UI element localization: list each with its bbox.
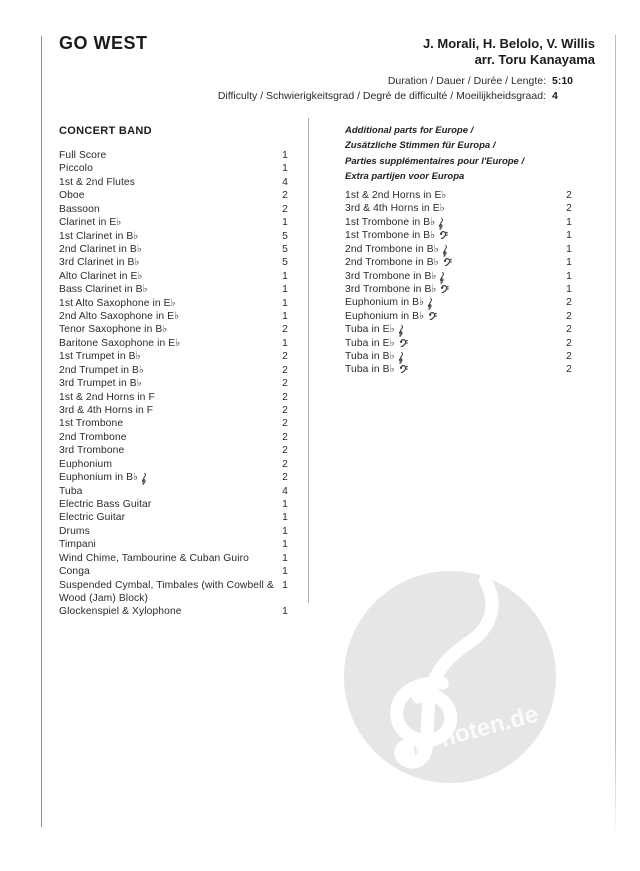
instrument-label: 1st Trombone in B♭ [345,230,436,242]
instrument-row [345,296,572,309]
quantity-value: 1 [282,606,288,618]
bass-clef-icon [399,339,408,347]
instrument-label: 2nd Trombone in B♭ [345,243,439,255]
quantity-value: 1 [282,337,288,349]
instrument-label: Euphonium in B♭ [345,297,425,309]
treble-clef-icon [142,473,147,485]
quantity-value: 2 [282,364,288,376]
instrument-row [59,216,288,229]
instrument-row [59,431,288,444]
instrument-label: 3rd Clarinet in B♭ [59,257,140,269]
quantity-value: 2 [566,337,572,349]
instrument-label: Timpani [59,539,96,551]
quantity-value: 1 [282,270,288,282]
instrument-label: Tenor Saxophone in B♭ [59,324,168,336]
quantity-value: 2 [282,391,288,403]
instrument-label: 1st & 2nd Flutes [59,176,136,188]
instrument-row [345,350,572,363]
instrument-row [59,485,288,498]
arranger: arr. Toru Kanayama [474,51,595,67]
instrument-row [59,391,288,404]
instrument-row [59,417,288,430]
instrument-row [345,189,572,202]
instrument-label: 1st Trumpet in B♭ [59,351,141,363]
duration-value: 5:10 [552,75,574,87]
quantity-value: 1 [282,552,288,564]
instrument-label: Tuba in E♭ [345,324,395,336]
instrument-row [59,377,288,390]
instrument-row [345,337,572,350]
watermark-text: alle-noten.de [391,700,542,765]
europe-heading [345,123,524,184]
instrument-label: Tuba in B♭ [345,351,395,363]
instrument-label: Conga [59,566,90,578]
instrument-label: Glockenspiel & Xylophone [59,606,182,618]
quantity-value: 2 [282,445,288,457]
europe-heading-line: Extra partijen voor Europa [345,170,465,182]
instrument-label: Electric Bass Guitar [59,498,152,510]
quantity-value: 1 [566,216,572,228]
quantity-value: 1 [566,270,572,282]
europe-parts-list [345,189,572,377]
instrument-row [59,579,288,606]
instrument-row [59,605,288,618]
quantity-value: 1 [282,150,288,161]
page-title: GO WEST [59,33,148,53]
instrument-label: Euphonium [59,458,112,470]
quantity-value: 1 [566,230,572,242]
instrument-label: 3rd Trombone [59,445,125,457]
publisher-watermark [338,565,564,791]
instrument-label: Wind Chime, Tambourine & Cuban Guiro [59,552,249,564]
quantity-value: 5 [282,243,288,255]
instrument-row [345,256,572,269]
instrument-label: Euphonium in B♭ [59,472,139,484]
instrument-row [59,337,288,350]
instrument-row [345,202,572,215]
instrument-row [59,444,288,457]
instrument-label: 3rd Trombone in B♭ [345,270,437,282]
instrument-label: Alto Clarinet in E♭ [59,270,143,282]
duration-label: Duration / Dauer / Durée / Lengte: [387,75,546,87]
instrument-row [59,552,288,565]
instrument-label: 1st Trombone in B♭ [345,216,436,228]
concert-band-heading: CONCERT BAND [59,125,152,137]
instrument-label: 1st & 2nd Horns in E♭ [345,190,447,201]
quantity-value: 2 [282,324,288,336]
bass-clef-icon [428,312,437,320]
quantity-value: 2 [282,431,288,443]
instrument-label: 3rd Trombone in B♭ [345,283,437,295]
instrument-row [59,283,288,296]
instrument-row [59,350,288,363]
instrument-label: 1st Alto Saxophone in E♭ [59,297,176,309]
treble-clef-icon [443,245,448,257]
composers: J. Morali, H. Belolo, V. Willis [422,36,595,51]
instrument-row [345,270,572,283]
instrument-label: 1st Clarinet in B♭ [59,230,139,242]
instrument-label: Tuba in E♭ [345,337,395,349]
instrument-row [345,323,572,336]
treble-clef-icon [440,272,445,284]
quantity-value: 2 [282,190,288,202]
quantity-value: 1 [566,257,572,269]
quantity-value: 2 [566,190,572,201]
quantity-value: 2 [282,203,288,215]
europe-heading-line: Parties supplémentaires pour l'Europe / [345,155,525,167]
instrument-row [59,149,288,162]
instrument-row [59,297,288,310]
treble-clef-icon [399,352,404,364]
instrument-label: Piccolo [59,163,93,175]
instrument-label: Drums [59,525,90,537]
instrument-row [59,203,288,216]
instrument-row [59,525,288,538]
instrument-label: 1st & 2nd Horns in F [59,391,155,403]
instrument-label: 3rd & 4th Horns in E♭ [345,203,445,215]
watermark-circle [344,571,556,783]
quantity-value: 4 [282,176,288,188]
instrument-label: 2nd Alto Saxophone in E♭ [59,311,180,323]
instrument-label: Bass Clarinet in B♭ [59,284,148,296]
europe-heading-line: Additional parts for Europe / [345,125,474,136]
instrument-label: 2nd Clarinet in B♭ [59,243,142,255]
quantity-value: 1 [282,566,288,578]
treble-clef-icon [428,298,433,310]
instrument-row [59,310,288,323]
instrument-row [345,243,572,256]
quantity-value: 5 [282,257,288,269]
europe-heading-line: Zusätzliche Stimmen für Europa / [345,140,496,152]
instrument-row [59,189,288,202]
difficulty-value: 4 [552,90,558,102]
quantity-value: 2 [566,297,572,309]
quantity-value: 2 [282,405,288,417]
instrument-row [59,162,288,175]
instrument-label: 2nd Trombone [59,431,127,443]
difficulty-label: Difficulty / Schwierigkeitsgrad / Degré de difficulté / Moeilijkheidsgraad: [217,90,546,102]
instrument-label: 2nd Trumpet in B♭ [59,364,144,376]
instrument-row [345,283,572,296]
quantity-value: 4 [282,485,288,497]
quantity-value: 1 [282,163,288,175]
quantity-value: 1 [566,243,572,255]
quantity-value: 1 [282,297,288,309]
quantity-value: 2 [282,351,288,363]
quantity-value: 2 [282,458,288,470]
quantity-value: 1 [282,498,288,510]
instrument-row [59,364,288,377]
bass-clef-icon [439,231,448,239]
instrument-label: 3rd & 4th Horns in F [59,405,154,417]
instrument-row [59,511,288,524]
instrument-row [59,565,288,578]
instrument-row [59,471,288,484]
instrument-row [59,404,288,417]
quantity-value: 1 [282,311,288,323]
page-scan-edge-right [615,35,616,838]
instrument-label: 1st Trombone [59,418,124,430]
instrument-label: Clarinet in E♭ [59,217,122,229]
instrument-row [59,538,288,551]
instrument-label: 2nd Trombone in B♭ [345,257,439,269]
quantity-value: 2 [566,364,572,376]
column-divider-rule [308,118,309,603]
bass-clef-icon [399,365,408,373]
bass-clef-icon [440,285,449,293]
quantity-value: 1 [566,283,572,295]
quantity-value: 1 [282,525,288,537]
instrument-row [59,256,288,269]
instrument-row [59,243,288,256]
quantity-value: 2 [566,351,572,363]
instrument-row [59,230,288,243]
instrument-label: Electric Guitar [59,512,126,524]
quantity-value: 1 [282,284,288,296]
instrument-row [59,458,288,471]
quantity-value: 2 [566,203,572,215]
treble-clef-icon [439,218,444,230]
instrument-label: Suspended Cymbal, Timbales (with Cowbell & Wood (Jam) Block) [59,579,274,604]
quantity-value: 1 [282,539,288,551]
quantity-value: 2 [282,418,288,430]
quantity-value: 1 [282,217,288,229]
quantity-value: 1 [282,512,288,524]
instrument-row [345,363,572,376]
instrument-label: Full Score [59,150,107,161]
instrument-label: Tuba [59,485,83,497]
instrument-label: Bassoon [59,203,100,215]
quantity-value: 2 [282,378,288,390]
instrument-row [59,270,288,283]
treble-clef-icon [399,325,404,337]
instrument-row [59,498,288,511]
page-scan-edge-left [41,36,42,827]
authors-block [423,36,595,67]
instrument-label: 3rd Trumpet in B♭ [59,378,142,390]
bass-clef-icon [443,258,452,266]
quantity-value: 2 [566,310,572,322]
instrument-row [345,229,572,242]
quantity-value: 1 [282,579,288,591]
instrument-row [59,176,288,189]
instrument-row [59,323,288,336]
instrument-label: Oboe [59,190,85,202]
instrument-label: Euphonium in B♭ [345,310,425,322]
quantity-value: 2 [282,472,288,484]
instrument-label: Tuba in B♭ [345,364,395,376]
instrument-row [345,216,572,229]
instrument-row [345,310,572,323]
quantity-value: 2 [566,324,572,336]
quantity-value: 5 [282,230,288,242]
instrument-label: Baritone Saxophone in E♭ [59,337,181,349]
concert-band-list [59,149,288,619]
